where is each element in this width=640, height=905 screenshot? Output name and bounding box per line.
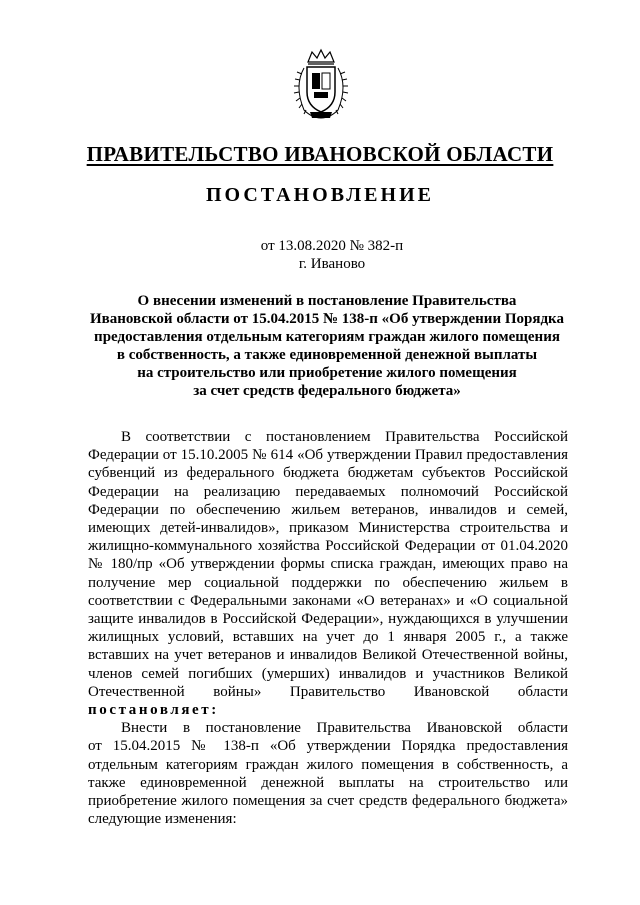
body-line: имеющих детей-инвалидов», приказом Министерства строительства и bbox=[88, 520, 568, 537]
body-line: Внести в постановление Правительства Ивановской области bbox=[121, 720, 568, 737]
heading-line: предоставления отдельным категориям граждан жилого помещения bbox=[94, 329, 560, 345]
body-line: жилищных условий, вставших на учет до 1 января 2005 г., а также bbox=[88, 629, 568, 646]
heading-line: за счет средств федерального бюджета» bbox=[193, 383, 461, 399]
document-type: ПОСТАНОВЛЕНИЕ bbox=[206, 184, 434, 206]
body-line: защите инвалидов в Российской Федерации», нуждающихся в улучшении bbox=[88, 611, 568, 628]
body-line: Федерации на реализацию передаваемых полномочий Российской bbox=[88, 483, 568, 500]
body-line: субвенций из федерального бюджета бюджетам субъектов Российской bbox=[88, 465, 568, 482]
body-line: следующие изменения: bbox=[88, 811, 237, 828]
body-line: Отечественной войны» Правительство Ивановской области bbox=[88, 683, 568, 700]
body-line: Федерации от 15.10.2005 № 614 «Об утверждении Правил предоставления bbox=[88, 447, 568, 464]
government-title: ПРАВИТЕЛЬСТВО ИВАНОВСКОЙ ОБЛАСТИ bbox=[86, 142, 554, 166]
ivanovo-coat-of-arms-icon bbox=[290, 48, 352, 122]
body-line: от 15.04.2015 № 138-п «Об утверждении Порядка предоставления bbox=[88, 738, 568, 755]
body-line: получение мер социальной поддержки по обеспечению жильем в bbox=[88, 574, 568, 591]
body-line: отдельным категориям граждан жилого помещения в собственность, а bbox=[88, 756, 568, 773]
body-line: соответствии с Федеральными законами «О ветеранах» и «О социальной bbox=[88, 592, 568, 609]
heading-line: Ивановской области от 15.04.2015 № 138-п «Об утверждении Порядка bbox=[90, 311, 564, 327]
document-heading bbox=[86, 292, 568, 400]
body-line: В соответствии с постановлением Правительства Российской bbox=[121, 429, 568, 445]
document-city: г. Иваново bbox=[298, 256, 366, 272]
heading-line: на строительство или приобретение жилого помещения bbox=[137, 365, 517, 381]
body-line: вставших на учет ветеранов и инвалидов Великой Отечественной войны, bbox=[88, 647, 568, 664]
body-line: также единовременной денежной выплаты на строительство или bbox=[88, 774, 568, 791]
body-line: приобретение жилого помещения за счет средств федерального бюджета» bbox=[88, 793, 568, 810]
decree-word: постановляет: bbox=[88, 702, 219, 719]
body-line: Федерации по обеспечению жильем ветеранов, инвалидов и семей, bbox=[88, 501, 568, 518]
heading-line: в собственность, а также единовременной денежной выплаты bbox=[116, 347, 538, 363]
document-body bbox=[88, 428, 568, 828]
body-line: № 180/пр «Об утверждении формы списка граждан, имеющих право на bbox=[88, 556, 568, 573]
body-line: жилищно-коммунального хозяйства Российской Федерации от 01.04.2020 bbox=[88, 538, 568, 555]
document-date-number: от 13.08.2020 № 382-п bbox=[260, 238, 404, 254]
body-line: членов семей погибших (умерших) инвалидов и участников Великой bbox=[88, 665, 568, 682]
heading-line: О внесении изменений в постановление Правительства bbox=[137, 293, 517, 309]
